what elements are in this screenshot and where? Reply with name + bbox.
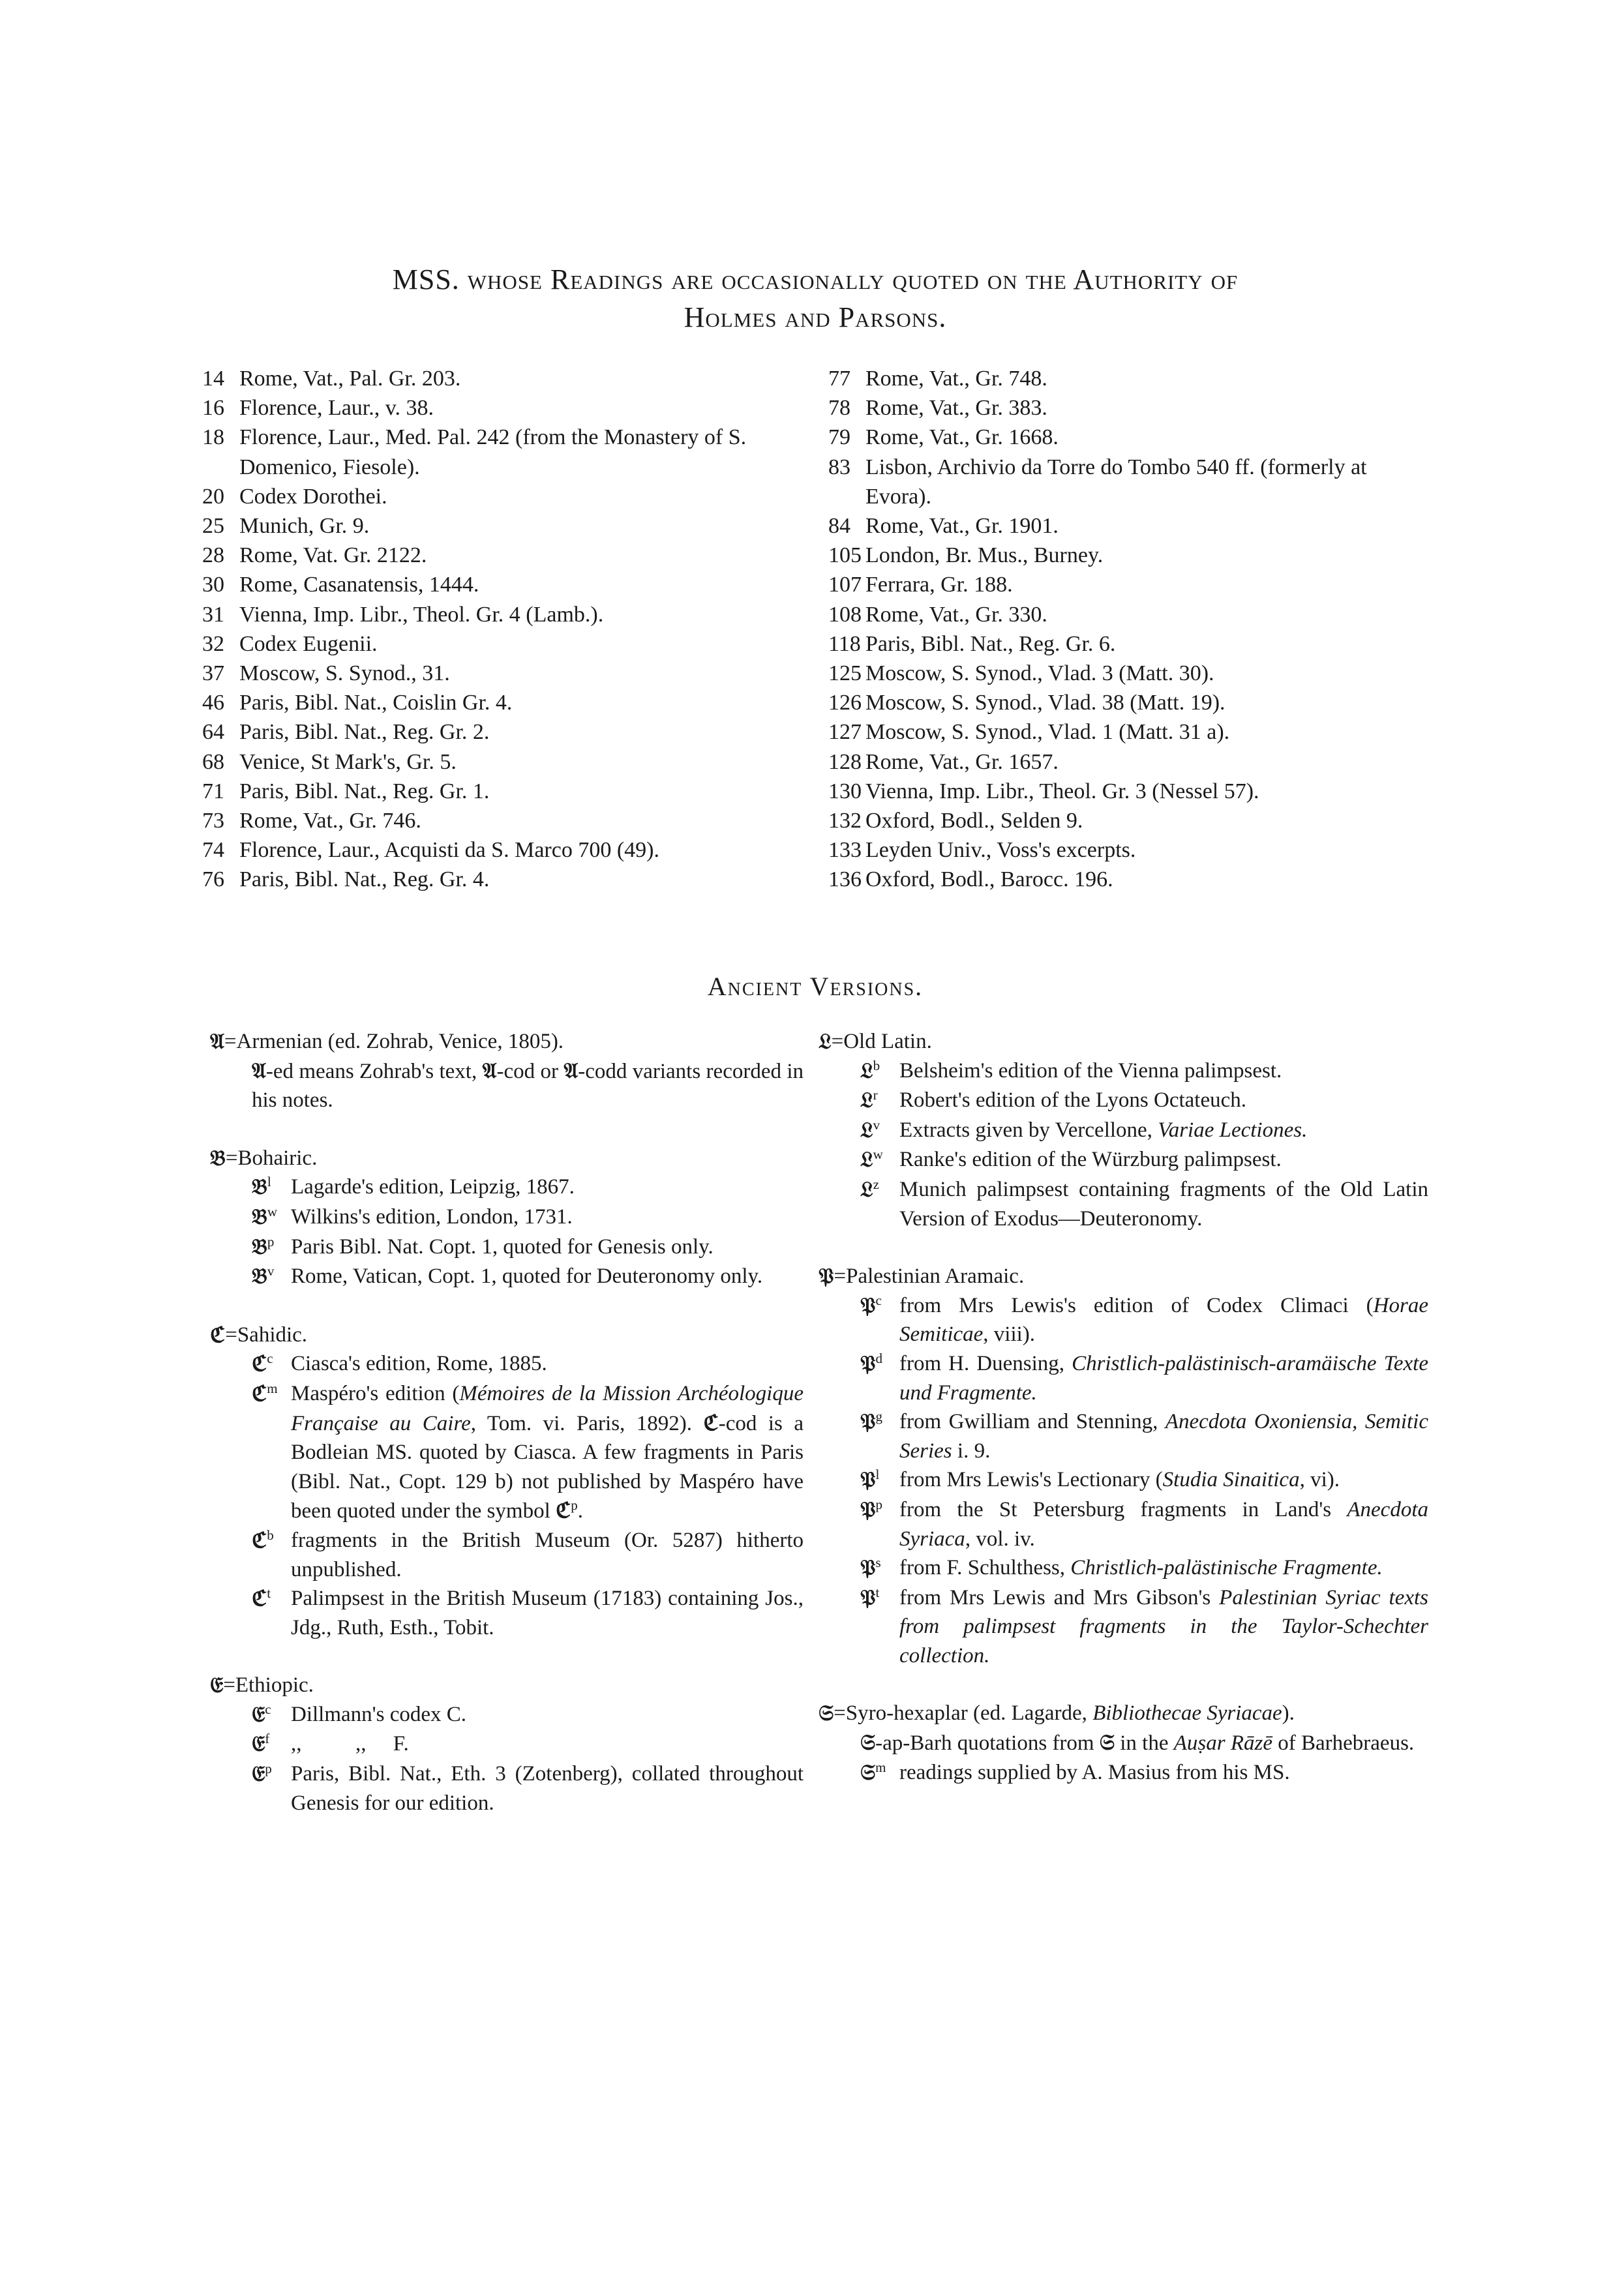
mss-entry (202, 659, 809, 688)
mss-entry (828, 570, 1428, 599)
palestinian-entry (819, 1407, 1428, 1465)
mss-number: 126 (828, 691, 862, 715)
armenian-label: =Armenian (ed. Zohrab, Venice, 1805). (224, 1030, 564, 1053)
mss-entry (202, 777, 809, 806)
mss-description: Venice, St Mark's, Gr. 5. (239, 749, 457, 774)
siglum-sup: m (875, 1759, 886, 1775)
ethiopic-entry (210, 1729, 804, 1759)
siglum: ℭ (252, 1527, 267, 1553)
text: from the St Petersburg fragments in Land's (899, 1497, 1347, 1521)
entry-text: readings supplied by A. Masius from his MS. (899, 1760, 1290, 1784)
version-ethiopic (210, 1671, 804, 1818)
mss-description: Rome, Vat., Gr. 748. (865, 367, 1047, 391)
mss-entry (828, 629, 1428, 659)
siglum: 𝔅 (252, 1203, 267, 1229)
palestinian-label: =Palestinian Aramaic. (834, 1264, 1025, 1289)
mss-entry (202, 423, 809, 481)
mss-entry (828, 541, 1428, 570)
siglum: 𝔖 (860, 1729, 876, 1756)
text: from Gwilliam and Stenning, (899, 1410, 1165, 1434)
mss-description: Florence, Laur., Acquisti da S. Marco 700 (49). (239, 838, 659, 863)
siglum: 𝔏 (860, 1146, 873, 1173)
entry-text: Rome, Vatican, Copt. 1, quoted for Deuteronomy only. (291, 1264, 763, 1289)
mss-description: Florence, Laur., v. 38. (239, 396, 434, 421)
mss-description: Rome, Vat., Gr. 746. (239, 809, 421, 833)
ethiopic-entry (210, 1759, 804, 1818)
mss-number: 68 (202, 749, 224, 774)
mss-number: 133 (828, 838, 862, 863)
siglum: 𝔈 (252, 1761, 265, 1787)
syro-hexaplar-label (834, 1699, 1295, 1728)
mss-description: Rome, Vat., Gr. 1657. (865, 749, 1059, 774)
mss-description: Vienna, Imp. Libr., Theol. Gr. 3 (Nessel 57). (865, 779, 1259, 803)
siglum: 𝔓 (860, 1467, 876, 1493)
siglum-sup: w (267, 1203, 277, 1219)
mss-number: 107 (828, 573, 862, 597)
entry-text (899, 1495, 1428, 1553)
siglum-sup: p (875, 1496, 882, 1512)
ethiopic-entries (210, 1700, 804, 1818)
text: from F. Schulthess, (899, 1556, 1071, 1580)
siglum: ℭ (252, 1380, 267, 1406)
palestinian-entry (819, 1349, 1428, 1407)
mss-entry (202, 482, 809, 511)
siglum-sup: w (873, 1146, 883, 1163)
mss-description: Rome, Vat., Gr. 1668. (865, 425, 1059, 450)
note-text: -cod or (496, 1059, 564, 1083)
mss-entry (828, 453, 1428, 511)
italic-title: Studia Sinaitica (1162, 1468, 1300, 1492)
version-palestinian (819, 1262, 1428, 1670)
palestinian-entry (819, 1291, 1428, 1349)
text: , Tom. vi. Paris, 1892). (470, 1411, 704, 1435)
entry-text: ,, ,, F. (291, 1732, 409, 1756)
siglum: 𝔖 (860, 1759, 876, 1785)
text: , vol. iv. (965, 1527, 1035, 1551)
mss-entry (202, 364, 809, 393)
mss-description: Vienna, Imp. Libr., Theol. Gr. 4 (Lamb.). (239, 602, 604, 627)
mss-entry (828, 747, 1428, 777)
mss-description: Rome, Vat., Pal. Gr. 203. (239, 367, 461, 391)
italic-title: Auṣar Rāzē (1173, 1731, 1272, 1756)
mss-description: Paris, Bibl. Nat., Reg. Gr. 4. (239, 867, 490, 892)
mss-number: 130 (828, 779, 862, 803)
italic-title: Horae Semiticae (899, 1293, 1428, 1347)
mss-number: 73 (202, 809, 224, 833)
italic-title: Christlich-palästinische Fragmente. (1070, 1556, 1383, 1580)
mss-description: Paris, Bibl. Nat., Reg. Gr. 1. (239, 779, 490, 803)
armenian-siglum: 𝔄 (210, 1028, 224, 1054)
siglum-sup: p (267, 1233, 275, 1249)
mss-description: Moscow, S. Synod., Vlad. 3 (Matt. 30). (865, 661, 1214, 686)
sahidic-entry (210, 1379, 804, 1526)
italic-title: Mémoires de la Mission Archéologique Française au Caire (291, 1381, 804, 1435)
siglum-sup: m (267, 1380, 278, 1396)
mss-number: 76 (202, 867, 224, 892)
siglum: 𝔓 (860, 1409, 876, 1435)
siglum-sup: t (875, 1584, 880, 1600)
mss-list-right (828, 364, 1428, 895)
ethiopic-siglum: 𝔈 (210, 1672, 224, 1698)
page-title (196, 261, 1435, 337)
entry-text: Robert's edition of the Lyons Octateuch. (899, 1088, 1246, 1113)
siglum: 𝔏 (860, 1087, 873, 1113)
siglum-sup: d (875, 1350, 882, 1366)
mss-number: 84 (828, 514, 850, 539)
mss-number: 37 (202, 661, 224, 686)
mss-entry (828, 777, 1428, 806)
mss-entry (828, 393, 1428, 423)
mss-description: Rome, Vat. Gr. 2122. (239, 543, 427, 568)
mss-number: 78 (828, 396, 850, 421)
siglum-sup: v (267, 1263, 275, 1279)
text: ). (1282, 1701, 1295, 1726)
siglum-sup: p (571, 1497, 578, 1514)
text: i. 9. (952, 1439, 991, 1463)
mss-entry (202, 747, 809, 777)
mss-description: Florence, Laur., Med. Pal. 242 (from the Monastery of S. Domenico, Fiesole). (239, 425, 747, 479)
mss-entry (202, 541, 809, 570)
mss-number: 108 (828, 602, 862, 627)
mss-list-left (202, 364, 809, 895)
mss-number: 132 (828, 809, 862, 833)
entry-text: Belsheim's edition of the Vienna palimpsest. (899, 1058, 1282, 1083)
mss-entry (828, 717, 1428, 747)
sahidic-label: =Sahidic. (225, 1323, 308, 1347)
siglum-sup: c (875, 1292, 882, 1308)
mss-entry (828, 865, 1428, 894)
siglum: 𝔏 (860, 1057, 873, 1083)
old-latin-entry (819, 1116, 1428, 1146)
mss-description: Moscow, S. Synod., Vlad. 1 (Matt. 31 a). (865, 720, 1230, 745)
old-latin-label: =Old Latin. (831, 1030, 932, 1053)
entry-text: Paris Bibl. Nat. Copt. 1, quoted for Genesis only. (291, 1234, 714, 1259)
palestinian-siglum: 𝔓 (819, 1263, 834, 1289)
italic-title: Christlich-palästinisch-aramäische Texte und Fragmente. (899, 1351, 1429, 1405)
bohairic-entries (210, 1173, 804, 1291)
bohairic-entry (210, 1262, 804, 1292)
syro-hexaplar-siglum: 𝔖 (819, 1700, 834, 1726)
siglum: 𝔅 (252, 1174, 267, 1200)
text: from Mrs Lewis and Mrs Gibson's (899, 1585, 1220, 1609)
text: in the (1115, 1731, 1174, 1756)
entry-text (899, 1583, 1428, 1671)
text: Maspéro's edition ( (291, 1381, 460, 1405)
mss-description: Rome, Vat., Gr. 330. (865, 602, 1047, 627)
text: -ap-Barh quotations from (875, 1731, 1100, 1756)
mss-number: 105 (828, 543, 862, 568)
mss-number: 128 (828, 749, 862, 774)
entry-text: Ciasca's edition, Rome, 1885. (291, 1352, 547, 1376)
siglum-sup: r (873, 1087, 878, 1103)
siglum: 𝔏 (860, 1176, 873, 1202)
entry-text: Munich palimpsest containing fragments of the Old Latin Version of Exodus—Deuteronomy. (899, 1177, 1428, 1231)
mss-number: 20 (202, 484, 224, 509)
siglum: 𝔄 (564, 1057, 579, 1083)
old-latin-entry (819, 1175, 1428, 1233)
version-syro-hexaplar (819, 1699, 1428, 1788)
entry-text: Paris, Bibl. Nat., Eth. 3 (Zotenberg), collated throughout Genesis for our edition. (291, 1762, 804, 1815)
mss-number: 46 (202, 691, 224, 715)
mss-number: 136 (828, 867, 862, 892)
palestinian-entry (819, 1553, 1428, 1583)
text: from Mrs Lewis's edition of Codex Climaci ( (899, 1293, 1374, 1317)
text: Extracts given by Vercellone, (899, 1118, 1158, 1142)
text: =Syro-hexaplar (ed. Lagarde, (834, 1701, 1093, 1726)
siglum-sup: l (875, 1467, 880, 1483)
version-sahidic (210, 1321, 804, 1643)
mss-entry (202, 865, 809, 894)
italic-title: Variae Lectiones. (1158, 1118, 1308, 1142)
ethiopic-entry (210, 1700, 804, 1730)
mss-entry (828, 511, 1428, 541)
siglum-sup: s (875, 1555, 881, 1571)
siglum: 𝔅 (252, 1263, 267, 1289)
siglum: ℭ (703, 1409, 719, 1435)
sahidic-entry (210, 1349, 804, 1379)
title-line-2: Holmes and Parsons. (684, 301, 947, 333)
mss-description: Munich, Gr. 9. (239, 514, 370, 539)
palestinian-entry (819, 1583, 1428, 1671)
siglum-sup: t (267, 1585, 271, 1602)
mss-description: Oxford, Bodl., Barocc. 196. (865, 867, 1113, 892)
old-latin-entry (819, 1145, 1428, 1175)
italic-title: Palestinian Syriac texts from palimpsest fragments in the Taylor-Schechter collection. (899, 1585, 1428, 1668)
mss-number: 28 (202, 543, 224, 568)
siglum: 𝔓 (860, 1496, 876, 1522)
mss-number: 16 (202, 396, 224, 421)
mss-number: 79 (828, 425, 850, 450)
text: from H. Duensing, (899, 1351, 1072, 1375)
bohairic-label: =Bohairic. (225, 1146, 318, 1170)
entry-text: Lagarde's edition, Leipzig, 1867. (291, 1175, 575, 1199)
mss-number: 32 (202, 631, 224, 656)
version-old-latin (819, 1027, 1428, 1233)
mss-number: 14 (202, 367, 224, 391)
bohairic-siglum: 𝔅 (210, 1144, 226, 1171)
siglum-sup: z (873, 1176, 879, 1192)
entry-text: Wilkins's edition, London, 1731. (291, 1204, 573, 1229)
siglum-sup: l (267, 1174, 271, 1190)
mss-entry (202, 511, 809, 541)
entry-text (899, 1465, 1428, 1495)
siglum-sup: g (875, 1409, 882, 1425)
entry-text (899, 1116, 1428, 1146)
italic-title: Anecdota Syriaca (899, 1497, 1428, 1551)
siglum: 𝔓 (860, 1584, 876, 1610)
mss-entry (828, 600, 1428, 629)
entry-text (899, 1553, 1428, 1583)
bohairic-entry (210, 1203, 804, 1233)
ethiopic-label: =Ethiopic. (223, 1673, 314, 1698)
text: from Mrs Lewis's Lectionary ( (899, 1468, 1163, 1492)
entry-text (899, 1349, 1428, 1407)
mss-number: 83 (828, 455, 850, 479)
versions-left-column (210, 1027, 804, 1846)
siglum: 𝔈 (252, 1701, 265, 1727)
mss-number: 64 (202, 720, 224, 745)
siglum: 𝔓 (860, 1350, 876, 1376)
text: , vi). (1299, 1468, 1340, 1492)
mss-entry (202, 570, 809, 599)
italic-title: Anecdota Oxoniensia, Semitic Series (899, 1410, 1428, 1463)
mss-description: Moscow, S. Synod., 31. (239, 661, 450, 686)
mss-number: 71 (202, 779, 224, 803)
mss-description: Rome, Vat., Gr. 383. (865, 396, 1047, 421)
mss-entry (202, 806, 809, 835)
title-line-1: MSS. whose Readings are occasionally quoted on the Authority of (392, 263, 1239, 295)
text: . (577, 1499, 583, 1523)
entry-text (899, 1291, 1428, 1349)
mss-description: Paris, Bibl. Nat., Reg. Gr. 6. (865, 631, 1116, 656)
mss-description: Rome, Vat., Gr. 1901. (865, 514, 1059, 539)
mss-description: London, Br. Mus., Burney. (865, 543, 1104, 568)
mss-entry (202, 717, 809, 747)
entry-text (899, 1407, 1428, 1465)
note-text: -ed means Zohrab's text, (265, 1059, 483, 1083)
siglum-sup: f (265, 1731, 270, 1747)
mss-entry (828, 659, 1428, 688)
text: of Barhebraeus. (1272, 1731, 1415, 1756)
entry-text: fragments in the British Museum (Or. 5287) hitherto unpublished. (291, 1528, 804, 1581)
bohairic-entry (210, 1173, 804, 1203)
siglum: 𝔄 (482, 1057, 497, 1083)
mss-entry (828, 835, 1428, 865)
old-latin-entry (819, 1056, 1428, 1086)
mss-entry (202, 835, 809, 865)
siglum: ℭ (556, 1497, 571, 1523)
mss-description: Paris, Bibl. Nat., Reg. Gr. 2. (239, 720, 490, 745)
siglum-sup: c (267, 1351, 273, 1367)
siglum: ℭ (252, 1351, 267, 1377)
mss-description: Moscow, S. Synod., Vlad. 38 (Matt. 19). (865, 691, 1226, 715)
siglum: 𝔅 (252, 1233, 267, 1259)
siglum: 𝔄 (252, 1057, 266, 1083)
mss-number: 31 (202, 602, 224, 627)
mss-entry (202, 600, 809, 629)
siglum-sup: v (873, 1116, 880, 1133)
mss-number: 127 (828, 720, 862, 745)
italic-title: Bibliothecae Syriacae (1092, 1701, 1282, 1726)
mss-entry (828, 423, 1428, 452)
mss-number: 125 (828, 661, 862, 686)
mss-description: Paris, Bibl. Nat., Coislin Gr. 4. (239, 691, 513, 715)
mss-description: Oxford, Bodl., Selden 9. (865, 809, 1083, 833)
siglum-sup: p (265, 1761, 272, 1777)
old-latin-siglum: 𝔏 (819, 1028, 832, 1054)
mss-number: 77 (828, 367, 850, 391)
entry-text (291, 1379, 804, 1526)
sahidic-entry (210, 1526, 804, 1584)
mss-number: 25 (202, 514, 224, 539)
bohairic-entry (210, 1233, 804, 1263)
mss-entry (202, 629, 809, 659)
siglum: 𝔓 (860, 1555, 876, 1581)
armenian-note (210, 1056, 804, 1115)
syro-hexaplar-entry (819, 1758, 1428, 1788)
version-bohairic (210, 1144, 804, 1292)
mss-number: 18 (202, 425, 224, 450)
versions-right-column (819, 1027, 1428, 1816)
siglum: 𝔈 (252, 1731, 265, 1757)
palestinian-entry (819, 1495, 1428, 1553)
mss-number: 30 (202, 573, 224, 597)
mss-number: 74 (202, 838, 224, 863)
siglum-sup: b (873, 1057, 880, 1073)
mss-entry (828, 364, 1428, 393)
sahidic-entry (210, 1584, 804, 1642)
mss-description: Ferrara, Gr. 188. (865, 573, 1013, 597)
mss-entry (828, 688, 1428, 717)
versions-heading: Ancient Versions. (707, 972, 924, 1001)
mss-description: Codex Dorothei. (239, 484, 387, 509)
siglum-sup: b (267, 1527, 274, 1543)
siglum: 𝔏 (860, 1116, 873, 1143)
siglum: 𝔓 (860, 1292, 876, 1318)
mss-entry (202, 393, 809, 423)
mss-description: Rome, Casanatensis, 1444. (239, 573, 479, 597)
version-armenian (210, 1027, 804, 1115)
mss-description: Leyden Univ., Voss's excerpts. (865, 838, 1136, 863)
mss-entry (828, 806, 1428, 835)
syro-hexaplar-ap-note (819, 1728, 1428, 1758)
text: -cod is a Bodleian MS. quoted by Ciasca. A few fragments in Paris (Bibl. Nat., Copt. 129 b) not published by Maspéro have been quoted under the symbol (291, 1411, 804, 1523)
mss-description: Lisbon, Archivio da Torre do Tombo 540 ff. (formerly at Evora). (865, 455, 1367, 509)
siglum: 𝔖 (1099, 1729, 1115, 1756)
siglum-sup: c (265, 1701, 271, 1717)
entry-text: Ranke's edition of the Würzburg palimpsest. (899, 1148, 1282, 1172)
note-text: -codd variants recorded in his notes. (252, 1059, 804, 1113)
sahidic-siglum: ℭ (210, 1321, 226, 1347)
palestinian-entry (819, 1465, 1428, 1495)
entry-text: Dillmann's codex C. (291, 1702, 466, 1726)
mss-entry (202, 688, 809, 717)
mss-number: 118 (828, 631, 861, 656)
old-latin-entry (819, 1086, 1428, 1116)
entry-text: Palimpsest in the British Museum (17183) containing Jos., Jdg., Ruth, Esth., Tobit. (291, 1587, 804, 1639)
text: , viii). (983, 1323, 1036, 1347)
mss-description: Codex Eugenii. (239, 631, 378, 656)
siglum: ℭ (252, 1585, 267, 1611)
